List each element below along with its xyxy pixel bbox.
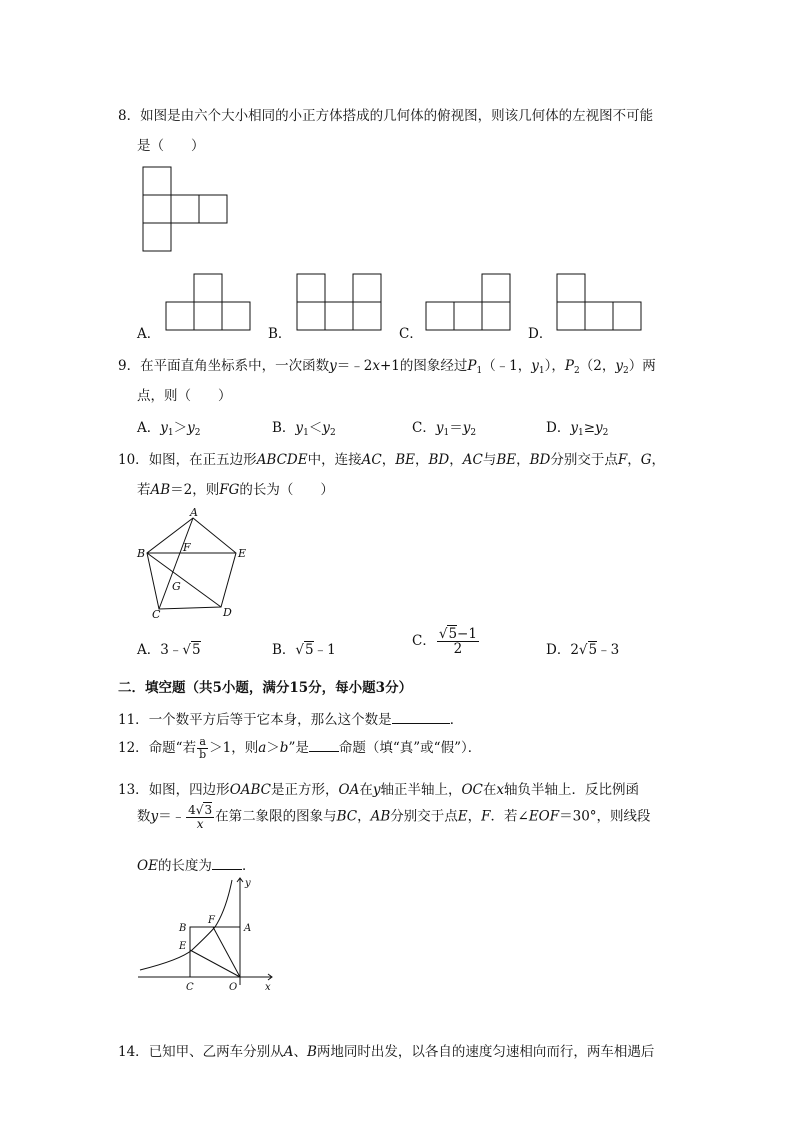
q10-option-c: C． $\frac{√5-1}{2}$: [412, 626, 477, 658]
q9-option-c: C．$y_1=y_2$: [412, 420, 477, 438]
q13-label-y: y: [245, 878, 251, 889]
q10-text-line2: 若AB＝2，则FG的长为（ ）: [137, 482, 334, 498]
q13-text-line2: 数y＝﹣ $\frac{4√3}{x}$ 在第二象限的图象与BC，AB分别交于点E，F．若∠EOF＝30°，则线段: [137, 803, 651, 831]
q9-option-a: A．$y_1>y_2$: [137, 420, 201, 438]
q13-text-line3: OE的长度为 ．: [137, 858, 256, 874]
q10-label-e: E: [238, 547, 247, 560]
q13-label-x: x: [265, 982, 271, 993]
q8-option-a: A．: [137, 326, 161, 342]
q9-text-line2: 点，则（ ）: [137, 388, 232, 404]
q13-label-b: B: [179, 923, 187, 934]
q10-option-a: A．3﹣√5: [137, 642, 201, 658]
q10-label-a: A: [190, 506, 198, 519]
q10-option-d: D．2√5﹣3: [546, 642, 620, 658]
q8-text-line2: 是（ ）: [137, 138, 205, 154]
q9-text-line1: 9．在平面直角坐标系中，一次函数y＝﹣2x+1的图象经过$P_1(﹣1$，$y_1$），$P_2(2$，$y_2$）两: [118, 358, 656, 376]
q13-text-line1: 13．如图，四边形OABC是正方形，OA在y轴正半轴上，OC在x轴负半轴上．反比例函: [118, 782, 640, 798]
section-2-title: 二．填空题（共5小题，满分15分，每小题3分）: [118, 680, 413, 696]
q14-text-line1: 14．已知甲、乙两车分别从A、B两地同时出发，以各自的速度匀速相向而行，两车相遇后: [118, 1044, 655, 1060]
q13-label-o: O: [229, 982, 238, 993]
q13-label-e: E: [179, 941, 187, 952]
q8-text-line1: 8．如图是由六个大小相同的小正方体搭成的几何体的俯视图，则该几何体的左视图不可能: [118, 108, 654, 124]
q8-option-d: D．: [528, 326, 553, 342]
q13-label-c: C: [186, 982, 194, 993]
q8-option-b: B．: [268, 326, 292, 342]
q13-label-a: A: [244, 923, 252, 934]
q10-text-line1: 10．如图，在正五边形ABCDE中，连接AC，BE，BD，AC与BE，BD分别交于点F，G，: [118, 452, 666, 468]
q10-label-f: F: [183, 541, 191, 554]
q10-label-c: C: [152, 608, 161, 621]
q13-label-f: F: [208, 915, 215, 926]
q10-label-b: B: [137, 547, 146, 560]
q10-label-g: G: [172, 580, 181, 593]
q10-label-d: D: [223, 606, 232, 619]
q11-text: 11．一个数平方后等于它本身，那么这个数是 ．: [118, 712, 464, 728]
q9-option-b: B．$y_1<y_2$: [272, 420, 336, 438]
q12-text: 12．命题“若 $\frac{a}{b}$ ＞1，则a＞b”是 命题（填“真”或“假”）．: [118, 735, 482, 761]
q10-option-b: B．√5﹣1: [272, 642, 336, 658]
q9-option-d: D．$y_1\ge y_2$: [546, 420, 609, 438]
q8-option-c: C．: [399, 326, 423, 342]
